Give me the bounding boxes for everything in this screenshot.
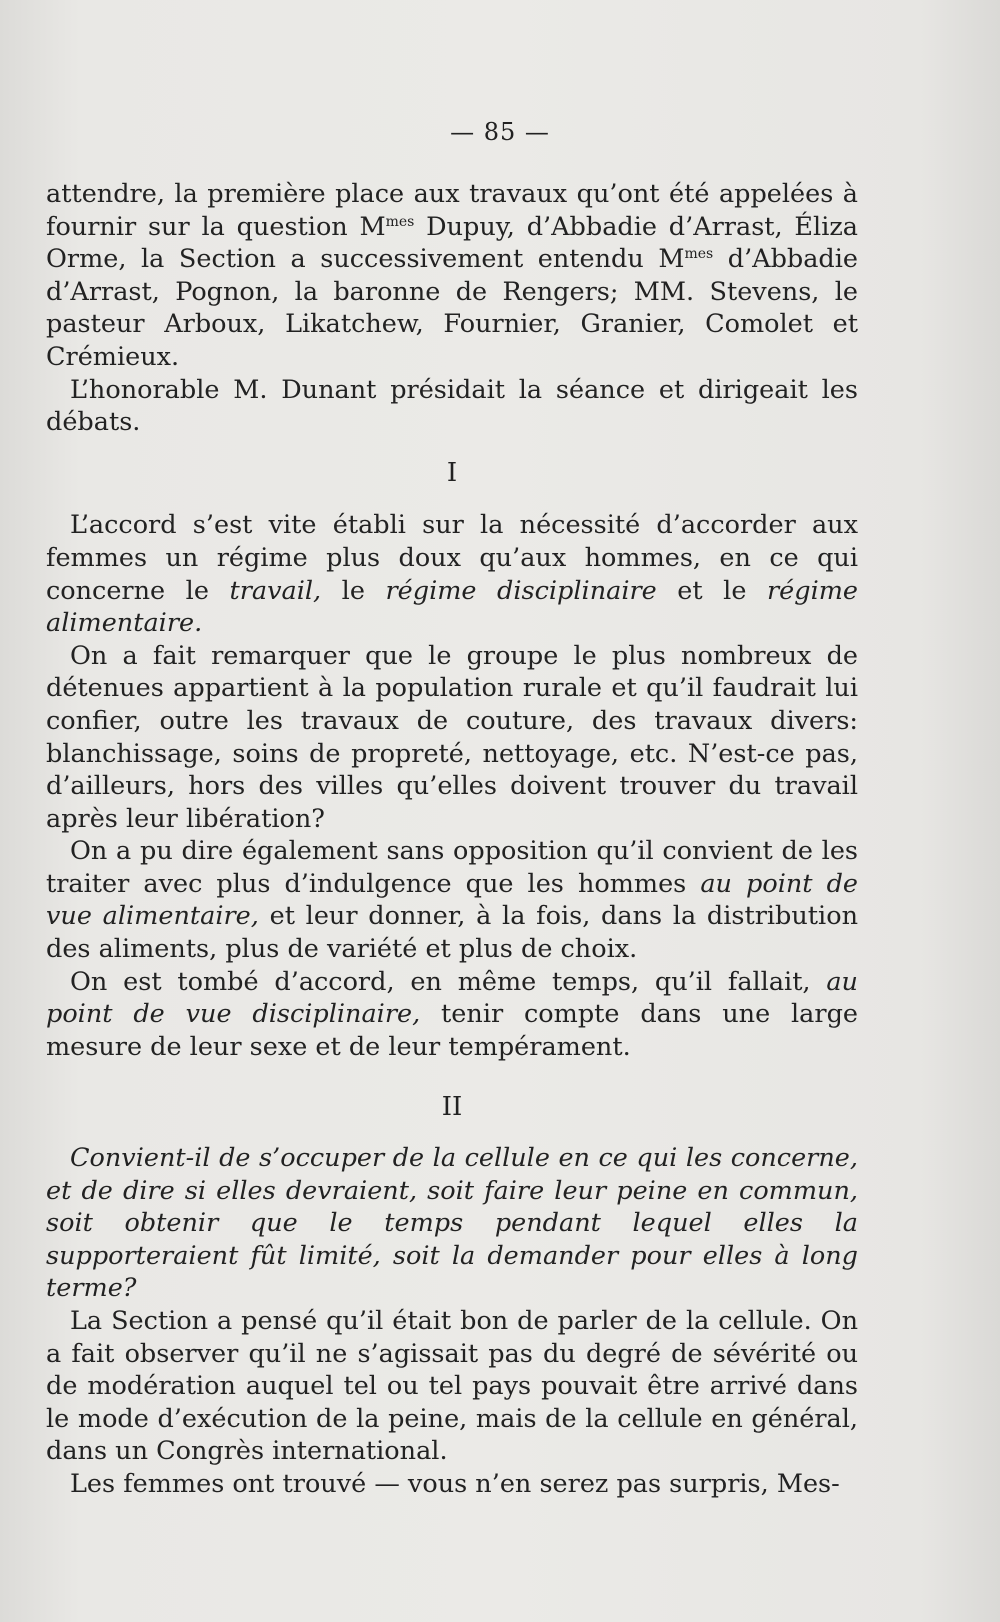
section-heading-2: II: [441, 1092, 463, 1123]
paragraph: Les femmes ont trouvé — vous n’en serez pas surpris, Mes-: [70, 1468, 840, 1499]
paragraph: L’honorable M. Dunant présidait la séance et dirigeait les débats.: [46, 374, 858, 438]
body-text: [46, 178, 858, 1501]
italic-run: au point de vue disciplinaire,: [46, 966, 858, 1030]
paragraph: [46, 835, 858, 965]
italic-run: régime disciplinaire: [385, 575, 657, 606]
section-heading-1: I: [446, 457, 458, 488]
text-run: tenir compte dans une large mesure de leur sexe et de leur tempérament.: [46, 999, 858, 1062]
paragraph: La Section a pensé qu’il était bon de parler de la cellule. On a fait observer qu’il ne s’agissait pas du degré de sévérité ou de modération auquel tel ou tel pays pouvait être arrivé dans le mode d’exécution de la peine, mais de la cellule en général, dans un Congrès international.: [46, 1306, 858, 1467]
paragraph: On a fait remarquer que le groupe le plus nombreux de détenues appartient à la population rurale et qu’il faudrait lui confier, outre les travaux de couture, des travaux divers: blanchissage, soins de propreté, nettoyage, etc. N’est-ce pas, d’ailleurs, hors des villes qu’elles doivent trouver du travail après leur libération?: [46, 640, 858, 834]
paragraph: [46, 966, 858, 1064]
text-run: d’Abbadie d’Arrast, Pognon, la baronne de Rengers; MM. Stevens, le pasteur Arboux, Likatchew, Fournier, Granier, Comolet et Crémieux.: [46, 244, 859, 372]
text-run: On est tombé d’accord, en même temps, qu’il fallait,: [70, 966, 827, 997]
text-run: attendre, la première place aux travaux qu’ont été appelées à fournir sur la question M: [46, 179, 858, 242]
superscript: mes: [385, 213, 415, 230]
text-run: le: [321, 575, 386, 606]
italic-run: Convient-il de s’occuper de la cellule en ce qui les concerne, et de dire si elles devraient, soit faire leur peine en commun, soit obtenir que le temps pendant lequel elles la supporteraient fût limité, soit la demander pour elles à long terme?: [46, 1143, 858, 1304]
paragraph: [46, 509, 858, 639]
paragraph: [46, 178, 858, 374]
text-run: et le: [656, 575, 767, 606]
text-run: et leur donner, à la fois, dans la distribution des aliments, plus de variété et plus de choix.: [46, 901, 858, 965]
text-run: On a pu dire également sans opposition qu’il convient de les traiter avec plus d’indulgence que les hommes: [46, 836, 858, 899]
page-number: — 85 —: [450, 118, 550, 146]
paragraph: [46, 1142, 858, 1305]
text-run: L’accord s’est vite établi sur la nécessité d’accorder aux femmes un régime plus doux qu’aux hommes, en ce qui concerne le: [46, 510, 858, 606]
superscript: mes: [684, 246, 714, 263]
italic-run: au point de vue alimentaire,: [46, 868, 858, 932]
italic-run: travail,: [229, 575, 322, 606]
text-run: Dupuy, d’Abbadie d’Arrast, Éliza Orme, la Section a successivement entendu M: [46, 211, 858, 275]
italic-run: régime alimentaire.: [46, 575, 859, 639]
